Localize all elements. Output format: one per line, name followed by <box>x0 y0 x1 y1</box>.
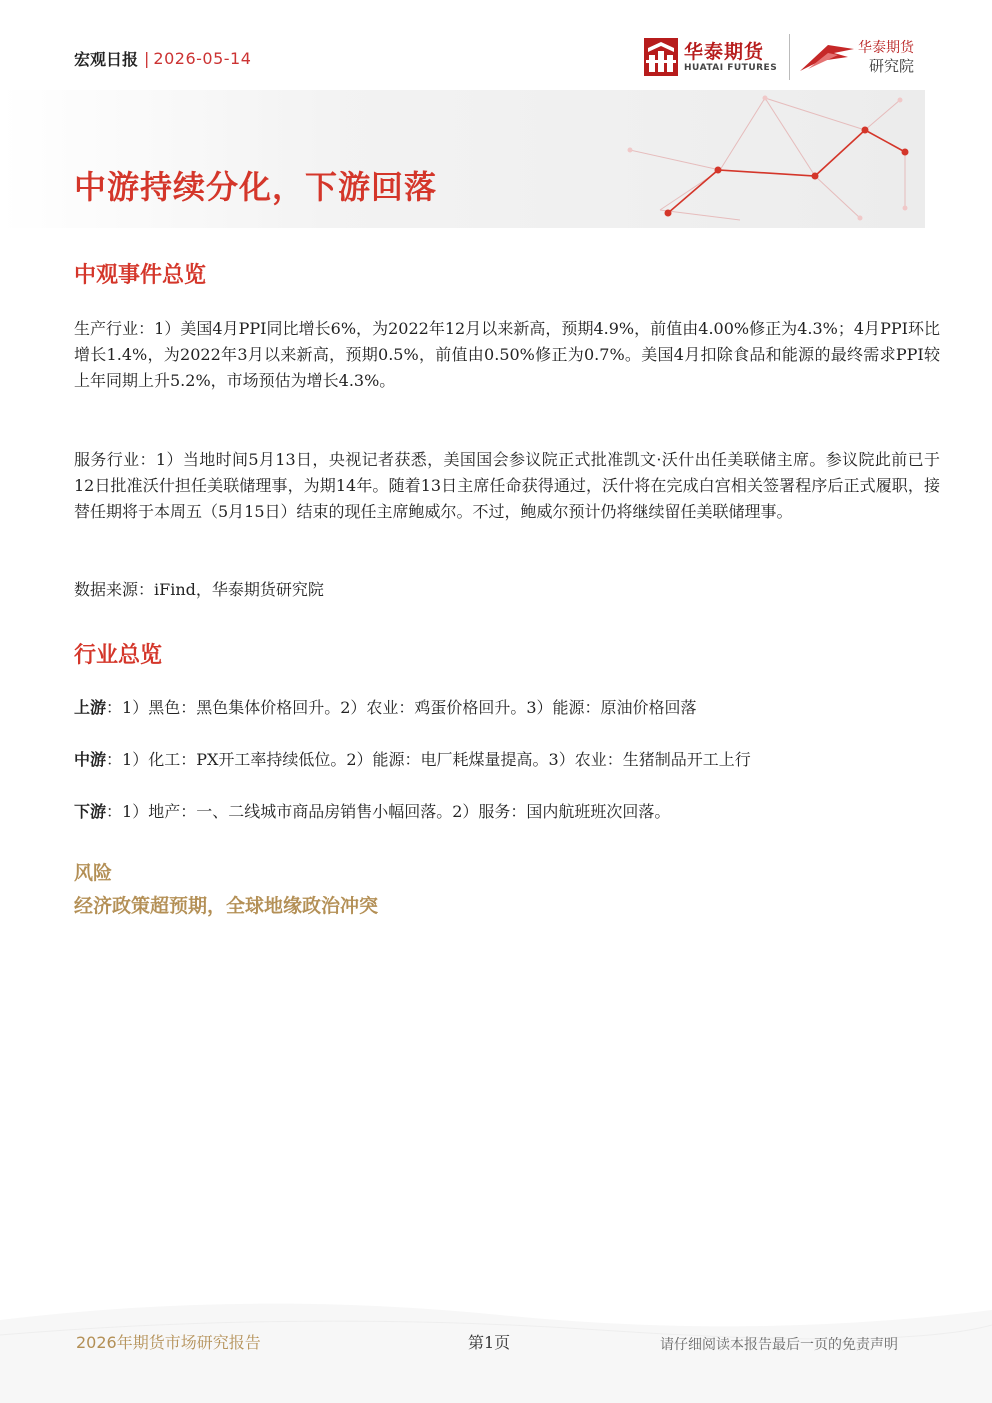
midstream-line <box>74 747 940 773</box>
disclaimer-notice: 请仔细阅读本报告最后一页的免责声明 <box>660 1337 898 1353</box>
report-header <box>74 46 251 70</box>
network-graphic-decoration <box>600 90 925 228</box>
page-number: 第1页 <box>468 1333 511 1352</box>
footer-report-name: 2026年期货市场研究报告 <box>76 1333 261 1352</box>
upstream-label: 上游 <box>74 698 107 717</box>
huatai-futures-logo <box>644 36 786 78</box>
company-name-cn: 华泰期货 <box>684 41 765 63</box>
header-separator: | <box>144 48 150 68</box>
institute-name-line1: 华泰期货 <box>858 40 914 56</box>
research-institute-logo <box>798 36 926 78</box>
research-bird-icon <box>798 39 856 75</box>
downstream-line <box>74 799 940 825</box>
upstream-text: ：1）黑色：黑色集体价格回升。2）农业：鸡蛋价格回升。3）能源：原油价格回落 <box>106 698 697 717</box>
report-title: 中游持续分化，下游回落 <box>74 168 438 206</box>
paragraph-service: 服务行业：1）当地时间5月13日，央视记者获悉，美国国会参议院正式批准凯文·沃什出任美联储主席。参议院此前已于12日批准沃什担任美联储理事，为期14年。随着13日主席任命获得通过，沃什将在完成白宫相关签署程序后正式履职，接替任期将于本周五（5月15日）结束的现任主席鲍威尔。不过，鲍威尔预计仍将继续留任美联储理事。 <box>74 450 940 521</box>
downstream-label: 下游 <box>74 802 107 821</box>
huatai-logo-icon <box>644 38 678 76</box>
report-date: 2026-05-14 <box>153 48 252 68</box>
section-heading-industry: 行业总览 <box>74 643 163 668</box>
logo-divider <box>789 34 790 80</box>
section-heading-meso: 中观事件总览 <box>74 263 207 288</box>
risk-text: 经济政策超预期，全球地缘政治冲突 <box>74 895 379 917</box>
institute-name-line2: 研究院 <box>868 57 914 75</box>
report-type: 宏观日报 <box>74 49 139 69</box>
risk-heading: 风险 <box>74 862 113 884</box>
upstream-line <box>74 695 940 721</box>
midstream-label: 中游 <box>74 750 107 769</box>
downstream-text: ：1）地产：一、二线城市商品房销售小幅回落。2）服务：国内航班班次回落。 <box>106 802 671 821</box>
data-source: 数据来源：iFind，华泰期货研究院 <box>74 580 324 599</box>
midstream-text: ：1）化工：PX开工率持续低位。2）能源：电厂耗煤量提高。3）农业：生猪制品开工上行 <box>106 750 751 769</box>
paragraph-production: 生产行业：1）美国4月PPI同比增长6%，为2022年12月以来新高，预期4.9%，前值由4.00%修正为4.3%；4月PPI环比增长1.4%，为2022年3月以来新高，预期0.5%，前值由0.50%修正为0.7%。美国4月扣除食品和能源的最终需求PPI较上年同期上升5.2%，市场预估为增长4.3%。 <box>74 319 940 390</box>
company-name-en: HUATAI FUTURES <box>684 63 778 73</box>
